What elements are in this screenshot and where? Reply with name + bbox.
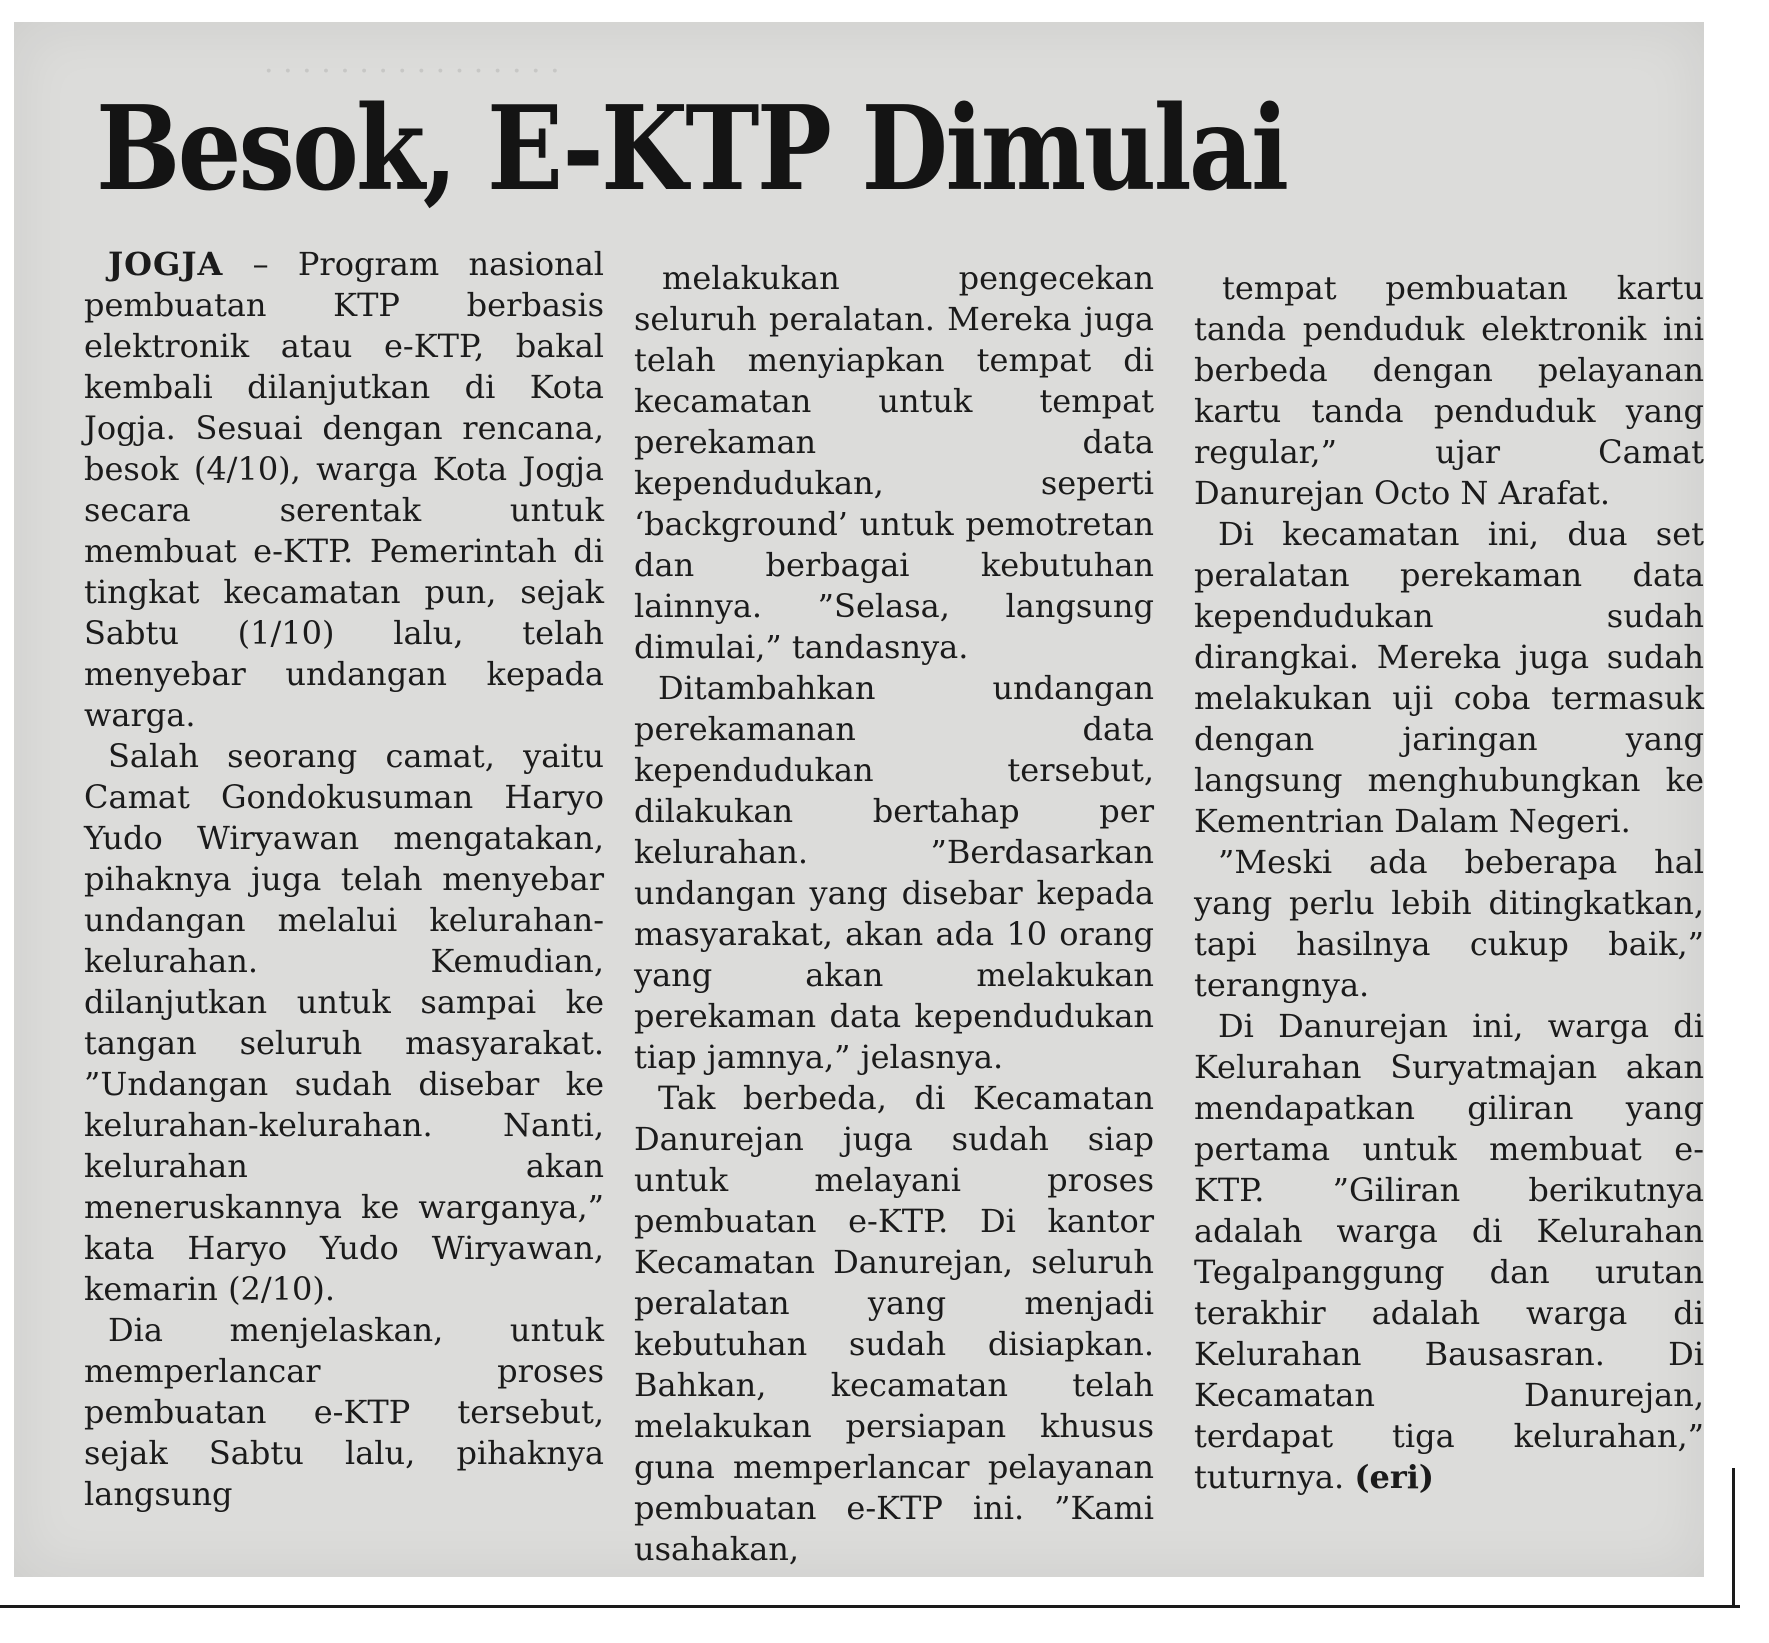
article-paragraph	[634, 258, 1154, 668]
newspaper-clipping	[14, 22, 1704, 1577]
bleed-through-text: · · · · · · · · · · · · · · · ·	[264, 54, 560, 89]
article-paragraph	[1194, 842, 1704, 1006]
article-paragraph	[84, 244, 604, 736]
paragraph-text: melakukan pengecekan seluruh peralatan. Mereka juga telah menyiapkan tempat di kecamatan untuk tempat perekaman data kependudukan, seperti ‘background’ untuk pemotretan dan berbagai kebutuhan lainnya. ”Selasa, langsung dimulai,” tandasnya.	[634, 259, 1154, 666]
article-paragraph	[1194, 1006, 1704, 1498]
paragraph-text: ”Meski ada beberapa hal yang perlu lebih ditingkatkan, tapi hasilnya cukup baik,” terangnya.	[1194, 843, 1704, 1004]
article-column-1	[84, 244, 604, 1534]
scan-border-right	[1732, 1468, 1735, 1608]
paragraph-text: Di Danurejan ini, warga di Kelurahan Suryatmajan akan mendapatkan giliran yang pertama untuk membuat e-KTP. ”Giliran berikutnya adalah warga di Kelurahan Tegalpanggung dan urutan terakhir adalah warga di Kelurahan Bausasran. Di Kecamatan Danurejan, terdapat tiga kelurahan,” tuturnya.	[1194, 1007, 1704, 1496]
article-headline: Besok, E-KTP Dimulai	[96, 81, 1287, 217]
article-paragraph	[84, 1310, 604, 1515]
article-dateline: JOGJA	[108, 245, 224, 283]
article-column-3	[1194, 268, 1704, 1558]
article-paragraph	[1194, 268, 1704, 514]
scan-border-bottom	[0, 1605, 1740, 1608]
article-paragraph	[1194, 514, 1704, 842]
paragraph-text: Ditambahkan undangan perekamanan data kependudukan tersebut, dilakukan bertahap per kelurahan. ”Berdasarkan undangan yang disebar kepada masyarakat, akan ada 10 orang yang akan melakukan perekaman data kependudukan tiap jamnya,” jelasnya.	[634, 669, 1154, 1076]
article-paragraph	[634, 1078, 1154, 1570]
paragraph-text: Tak berbeda, di Kecamatan Danurejan juga sudah siap untuk melayani proses pembuatan e-KTP. Di kantor Kecamatan Danurejan, seluruh peralatan yang menjadi kebutuhan sudah disiapkan. Bahkan, kecamatan telah melakukan persiapan khusus guna memperlancar pelayanan pembuatan e-KTP ini. ”Kami usahakan,	[634, 1079, 1154, 1568]
paragraph-text: Salah seorang camat, yaitu Camat Gondokusuman Haryo Yudo Wiryawan mengatakan, pihaknya juga telah menyebar undangan melalui kelurahan-kelurahan. Kemudian, dilanjutkan untuk sampai ke tangan seluruh masyarakat. ”Undangan sudah disebar ke kelurahan-kelurahan. Nanti, kelurahan akan meneruskannya ke warganya,” kata Haryo Yudo Wiryawan, kemarin (2/10).	[84, 737, 604, 1308]
article-byline: (eri)	[1354, 1458, 1434, 1496]
paragraph-text: tempat pembuatan kartu tanda penduduk elektronik ini berbeda dengan pelayanan kartu tanda penduduk yang regular,” ujar Camat Danurejan Octo N Arafat.	[1194, 269, 1704, 512]
paragraph-text: Di kecamatan ini, dua set peralatan perekaman data kependudukan sudah dirangkai. Mereka juga sudah melakukan uji coba termasuk dengan jaringan yang langsung menghubungkan ke Kementrian Dalam Negeri.	[1194, 515, 1704, 840]
article-paragraph	[84, 736, 604, 1310]
article-paragraph	[634, 668, 1154, 1078]
article-column-2	[634, 258, 1154, 1568]
paragraph-text: – Program nasional pembuatan KTP berbasis elektronik atau e-KTP, bakal kembali dilanjutkan di Kota Jogja. Sesuai dengan rencana, besok (4/10), warga Kota Jogja secara serentak untuk membuat e-KTP. Pemerintah di tingkat kecamatan pun, sejak Sabtu (1/10) lalu, telah menyebar undangan kepada warga.	[84, 245, 604, 734]
paragraph-text: Dia menjelaskan, untuk memperlancar proses pembuatan e-KTP tersebut, sejak Sabtu lalu, pihaknya langsung	[84, 1311, 604, 1513]
